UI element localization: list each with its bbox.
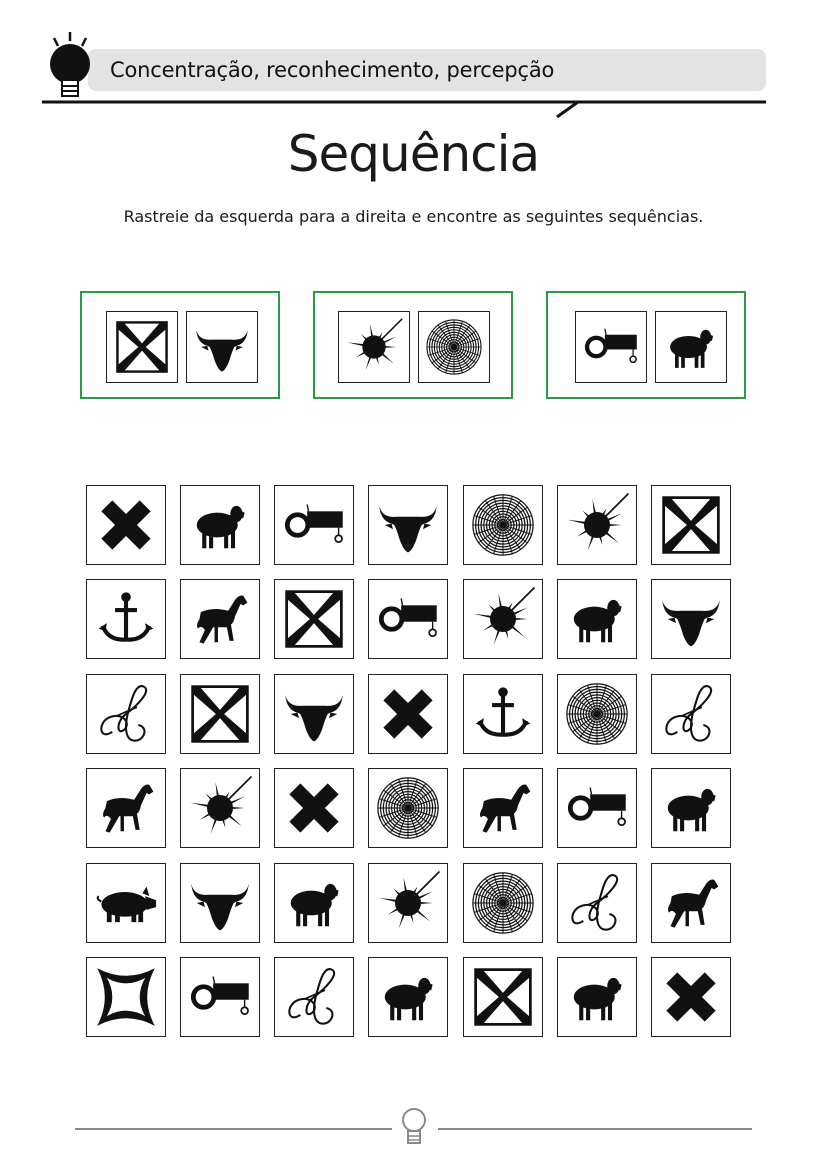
grid-cell-r6-c4[interactable] — [368, 957, 448, 1037]
grid-cell-r2-c1[interactable] — [86, 579, 166, 659]
horse-icon — [181, 580, 259, 658]
horse-icon — [464, 769, 542, 847]
target-2-item-2 — [418, 311, 490, 383]
pinwheel-icon — [107, 312, 177, 382]
grid-cell-r6-c7[interactable] — [651, 957, 731, 1037]
grid-cell-r3-c7[interactable] — [651, 674, 731, 754]
web-icon — [369, 769, 447, 847]
grid-cell-r4-c5[interactable] — [463, 768, 543, 848]
sheep-icon — [558, 958, 636, 1036]
bull-icon — [181, 864, 259, 942]
grid-cell-r5-c5[interactable] — [463, 863, 543, 943]
grid-cell-r5-c2[interactable] — [180, 863, 260, 943]
grid-cell-r6-c3[interactable] — [274, 957, 354, 1037]
grid-cell-r6-c2[interactable] — [180, 957, 260, 1037]
x-icon — [87, 486, 165, 564]
grid-cell-r2-c3[interactable] — [274, 579, 354, 659]
horse-icon — [652, 864, 730, 942]
script-icon — [275, 958, 353, 1036]
script-icon — [87, 675, 165, 753]
grid-cell-r5-c3[interactable] — [274, 863, 354, 943]
x-icon — [652, 958, 730, 1036]
target-3-item-1 — [575, 311, 647, 383]
grid-cell-r1-c5[interactable] — [463, 485, 543, 565]
grid-cell-r5-c1[interactable] — [86, 863, 166, 943]
grid-cell-r1-c7[interactable] — [651, 485, 731, 565]
lightbulb-icon — [44, 32, 96, 102]
sheep-icon — [652, 769, 730, 847]
splat-icon — [369, 864, 447, 942]
splat-icon — [339, 312, 409, 382]
grid-cell-r2-c2[interactable] — [180, 579, 260, 659]
grid-cell-r2-c4[interactable] — [368, 579, 448, 659]
grid-cell-r4-c6[interactable] — [557, 768, 637, 848]
grid-cell-r3-c6[interactable] — [557, 674, 637, 754]
grid-cell-r4-c3[interactable] — [274, 768, 354, 848]
grid-cell-r1-c6[interactable] — [557, 485, 637, 565]
grid-cell-r2-c5[interactable] — [463, 579, 543, 659]
web-icon — [419, 312, 489, 382]
target-3-item-2 — [655, 311, 727, 383]
instruction-text: Rastreie da esquerda para a direita e encontre as seguintes sequências. — [123, 207, 704, 226]
pinwheel-icon — [275, 580, 353, 658]
bull-icon — [369, 486, 447, 564]
sheep-icon — [558, 580, 636, 658]
grid-cell-r2-c7[interactable] — [651, 579, 731, 659]
sheep-icon — [656, 312, 726, 382]
grid-cell-r3-c3[interactable] — [274, 674, 354, 754]
grid-cell-r4-c7[interactable] — [651, 768, 731, 848]
page-title: Sequência — [287, 125, 540, 183]
star-icon — [87, 958, 165, 1036]
splat-icon — [464, 580, 542, 658]
cart-icon — [181, 958, 259, 1036]
anchor-icon — [87, 580, 165, 658]
target-1-item-2 — [186, 311, 258, 383]
grid-cell-r3-c4[interactable] — [368, 674, 448, 754]
cart-icon — [576, 312, 646, 382]
x-icon — [275, 769, 353, 847]
grid-cell-r3-c1[interactable] — [86, 674, 166, 754]
target-2-item-1 — [338, 311, 410, 383]
grid-cell-r4-c4[interactable] — [368, 768, 448, 848]
pig-icon — [87, 864, 165, 942]
splat-icon — [181, 769, 259, 847]
grid-cell-r4-c1[interactable] — [86, 768, 166, 848]
pinwheel-icon — [464, 958, 542, 1036]
x-icon — [369, 675, 447, 753]
grid-cell-r3-c2[interactable] — [180, 674, 260, 754]
grid-cell-r5-c4[interactable] — [368, 863, 448, 943]
grid-cell-r5-c6[interactable] — [557, 863, 637, 943]
anchor-icon — [464, 675, 542, 753]
script-icon — [652, 675, 730, 753]
grid-cell-r6-c5[interactable] — [463, 957, 543, 1037]
grid-cell-r1-c2[interactable] — [180, 485, 260, 565]
sheep-icon — [275, 864, 353, 942]
cart-icon — [369, 580, 447, 658]
grid-cell-r3-c5[interactable] — [463, 674, 543, 754]
category-label: Concentração, reconhecimento, percepção — [110, 58, 555, 82]
pinwheel-icon — [181, 675, 259, 753]
grid-cell-r2-c6[interactable] — [557, 579, 637, 659]
bull-icon — [652, 580, 730, 658]
bull-icon — [275, 675, 353, 753]
pinwheel-icon — [652, 486, 730, 564]
grid-cell-r5-c7[interactable] — [651, 863, 731, 943]
grid-cell-r6-c6[interactable] — [557, 957, 637, 1037]
sheep-icon — [181, 486, 259, 564]
target-sequence-2 — [313, 291, 513, 399]
grid-cell-r1-c4[interactable] — [368, 485, 448, 565]
grid-cell-r1-c3[interactable] — [274, 485, 354, 565]
grid-cell-r1-c1[interactable] — [86, 485, 166, 565]
footer-rule — [0, 1100, 827, 1160]
web-icon — [464, 864, 542, 942]
grid-cell-r4-c2[interactable] — [180, 768, 260, 848]
bull-icon — [187, 312, 257, 382]
splat-icon — [558, 486, 636, 564]
lightbulb-icon — [403, 1109, 425, 1143]
target-sequence-3 — [546, 291, 746, 399]
target-1-item-1 — [106, 311, 178, 383]
script-icon — [558, 864, 636, 942]
cart-icon — [558, 769, 636, 847]
sheep-icon — [369, 958, 447, 1036]
grid-cell-r6-c1[interactable] — [86, 957, 166, 1037]
cart-icon — [275, 486, 353, 564]
horse-icon — [87, 769, 165, 847]
web-icon — [558, 675, 636, 753]
target-sequence-1 — [80, 291, 280, 399]
web-icon — [464, 486, 542, 564]
